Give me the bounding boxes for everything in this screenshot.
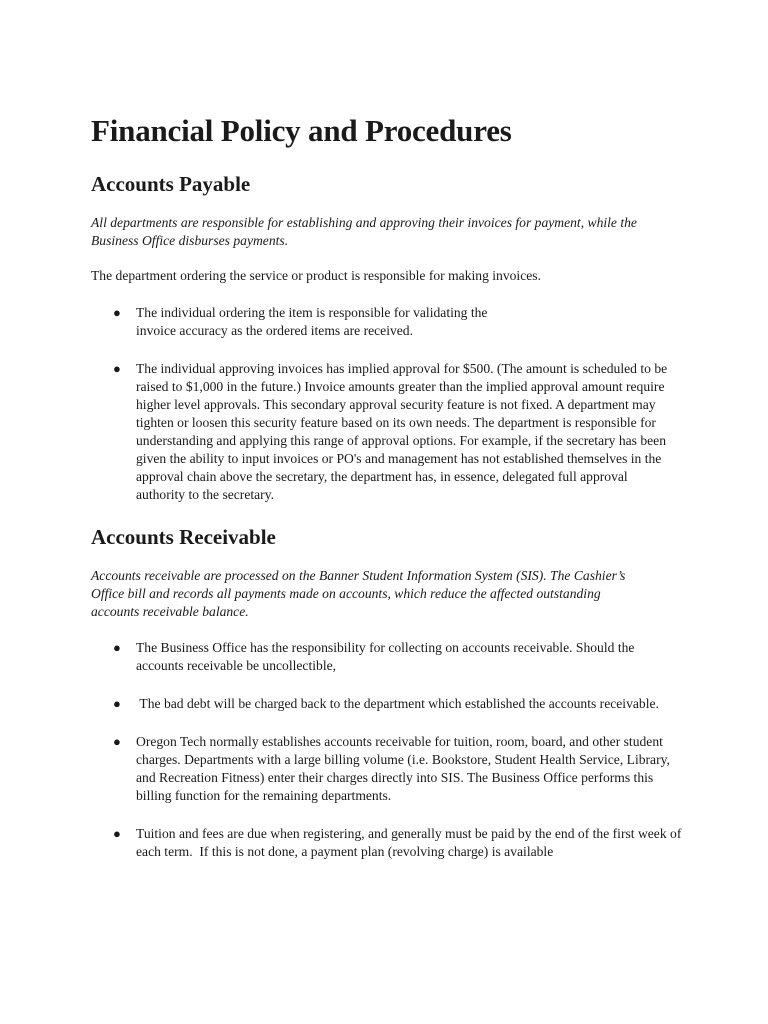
document-page	[91, 112, 691, 861]
document-title: Financial Policy and Procedures	[91, 113, 512, 148]
bullet-icon: ●	[113, 305, 121, 320]
list-item	[91, 304, 526, 340]
accounts-receivable-bullet-list	[91, 639, 691, 861]
accounts-receivable-intro: Accounts receivable are processed on the Banner Student Information System (SIS). The Cashier’s Office bill and records all payments made on accounts, which reduce the affected outstanding accounts receivable balance.	[91, 568, 626, 619]
accounts-payable-bullet-list	[91, 304, 691, 504]
section-heading-accounts-payable: Accounts Payable	[91, 172, 251, 196]
list-item-text: The individual ordering the item is responsible for validating the invoice accuracy as the ordered items are received.	[136, 305, 488, 338]
list-item-text: Tuition and fees are due when registering, and generally must be paid by the end of the first week of each term. If this is not done, a payment plan (revolving charge) is available	[136, 826, 685, 859]
list-item	[91, 825, 686, 861]
section-heading-accounts-receivable: Accounts Receivable	[91, 525, 276, 549]
bullet-icon: ●	[113, 734, 121, 749]
list-item	[91, 733, 681, 805]
list-item	[91, 639, 681, 675]
bullet-icon: ●	[113, 826, 121, 841]
list-item	[91, 695, 666, 713]
list-item-text: The individual approving invoices has implied approval for $500. (The amount is scheduled to be raised to $1,000 in the future.) Invoice amounts greater than the implied approval amount require higher level approvals. This secondary approval security feature is not fixed. A department may tighten or loosen this security feature based on its own needs. The department is responsible for understanding and applying this range of approval options. For example, if the secretary has been given the ability to input invoices or PO's and management has not established themselves in the approval chain above the secretary, the department has, in essence, delegated full approval authority to the secretary.	[136, 361, 668, 502]
list-item	[91, 360, 676, 504]
list-item-text: The Business Office has the responsibility for collecting on accounts receivable. Should the accounts receivable be uncollectible,	[136, 640, 635, 673]
list-item-text: Oregon Tech normally establishes accounts receivable for tuition, room, board, and other student charges. Departments with a large billing volume (i.e. Bookstore, Student Health Service, Library, and Recreation Fitness) enter their charges directly into SIS. The Business Office performs this billing function for the remaining departments.	[136, 734, 670, 803]
bullet-icon: ●	[113, 640, 121, 655]
accounts-payable-paragraph: The department ordering the service or product is responsible for making invoices.	[91, 268, 541, 283]
list-item-text: The bad debt will be charged back to the department which established the accounts receivable.	[136, 696, 659, 711]
bullet-icon: ●	[113, 361, 121, 376]
bullet-icon: ●	[113, 696, 121, 711]
accounts-payable-intro: All departments are responsible for establishing and approving their invoices for payment, while the Business Office disburses payments.	[91, 215, 637, 248]
